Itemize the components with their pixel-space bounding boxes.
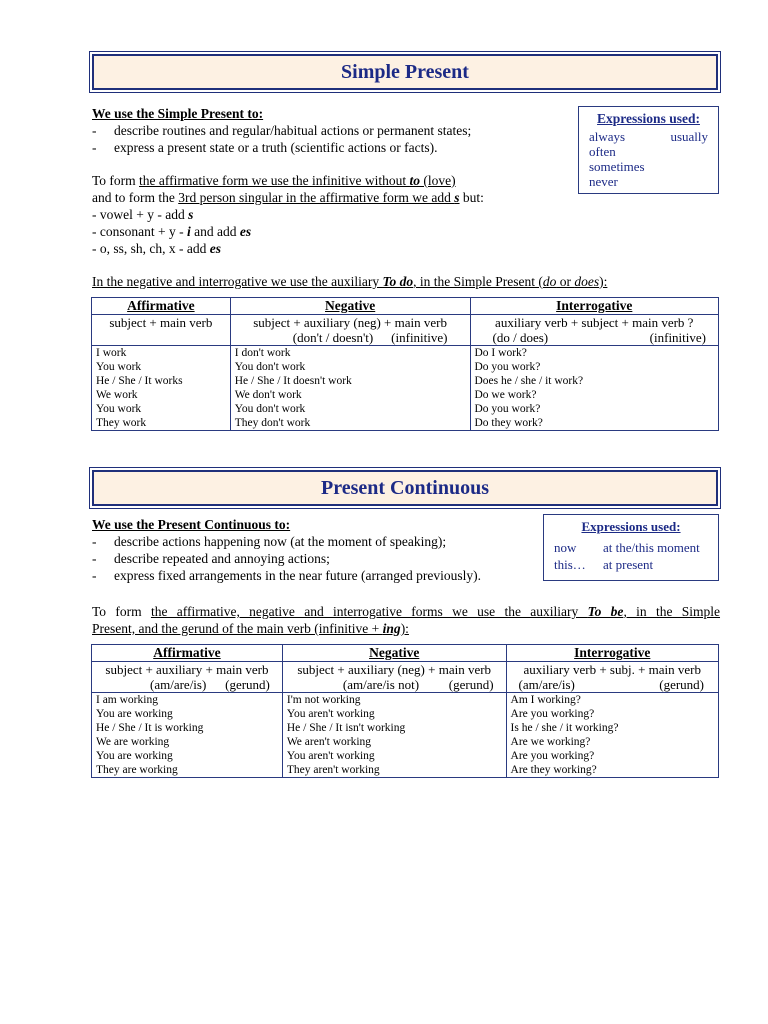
list-item: Are you working? bbox=[510, 708, 595, 720]
header-negative: Negative bbox=[230, 298, 470, 315]
present-continuous-use-item: - describe repeated and annoying actions; bbox=[92, 551, 330, 566]
header-affirmative: Affirmative bbox=[92, 645, 283, 662]
list-item: Am I working? bbox=[510, 694, 581, 706]
header-negative: Negative bbox=[282, 645, 506, 662]
affirmative-forms bbox=[92, 346, 231, 431]
formation-line-affirmative: To form the affirmative form we use the infinitive without to (love) bbox=[92, 173, 456, 188]
simple-present-expressions-box bbox=[578, 106, 719, 194]
list-item: He / She / It works bbox=[96, 375, 183, 387]
auxiliary-note: In the negative and interrogative we use the auxiliary To do, in the Simple Present (do or does): bbox=[92, 274, 608, 289]
present-continuous-expressions-box bbox=[543, 514, 719, 581]
formation-line-third-person: and to form the 3rd person singular in the affirmative form we add s but: bbox=[92, 190, 484, 205]
expression-item: never bbox=[589, 174, 618, 189]
list-item: Are you working? bbox=[510, 750, 595, 762]
list-item: Is he / she / it working? bbox=[510, 722, 619, 734]
list-item: You don't work bbox=[234, 361, 306, 373]
formula-interrogative: auxiliary verb + subj. + main verb (am/are/is) (gerund) bbox=[506, 662, 718, 693]
present-continuous-title: Present Continuous bbox=[92, 470, 718, 506]
present-continuous-uses bbox=[92, 516, 542, 584]
list-item: Do we work? bbox=[474, 389, 537, 401]
simple-present-title-box bbox=[89, 51, 721, 93]
list-item: Are they working? bbox=[510, 764, 597, 776]
expression-item: usually bbox=[670, 129, 708, 144]
simple-present-uses bbox=[92, 105, 572, 156]
header-interrogative: Interrogative bbox=[470, 298, 719, 315]
list-item: You work bbox=[96, 403, 142, 415]
expression-item: now bbox=[554, 540, 577, 555]
list-item: Do you work? bbox=[474, 361, 541, 373]
formula-affirmative: subject + main verb bbox=[92, 315, 231, 346]
negative-forms bbox=[282, 693, 506, 778]
list-item: We work bbox=[96, 389, 138, 401]
expressions-title: Expressions used: bbox=[597, 111, 700, 126]
spelling-rule-3: - o, ss, sh, ch, x - add es bbox=[92, 241, 221, 256]
list-item: I don't work bbox=[234, 347, 291, 359]
expression-item: always bbox=[589, 129, 626, 144]
list-item: They aren't working bbox=[286, 764, 380, 776]
expression-item: often bbox=[589, 144, 616, 159]
present-continuous-table bbox=[91, 644, 719, 778]
list-item: They work bbox=[96, 417, 147, 429]
list-item: He / She / It is working bbox=[96, 722, 204, 734]
negative-forms bbox=[230, 346, 470, 431]
header-interrogative: Interrogative bbox=[506, 645, 718, 662]
list-item: You don't work bbox=[234, 403, 306, 415]
list-item: We don't work bbox=[234, 389, 302, 401]
list-item: Does he / she / it work? bbox=[474, 375, 584, 387]
simple-present-use-item: - describe routines and regular/habitual actions or permanent states; bbox=[92, 123, 472, 138]
list-item: I'm not working bbox=[286, 694, 361, 706]
simple-present-use-item: - express a present state or a truth (scientific actions or facts). bbox=[92, 140, 438, 155]
list-item: We are working bbox=[96, 736, 170, 748]
expression-item: at the/this moment bbox=[603, 540, 700, 555]
list-item: You are working bbox=[96, 708, 173, 720]
spelling-rule-2: - consonant + y - i and add es bbox=[92, 224, 252, 239]
list-item: Do they work? bbox=[474, 417, 543, 429]
present-continuous-use-item: - describe actions happening now (at the moment of speaking); bbox=[92, 534, 447, 549]
list-item: You are working bbox=[96, 750, 173, 762]
formula-negative: subject + auxiliary (neg) + main verb (am/are/is not) (gerund) bbox=[282, 662, 506, 693]
formation-line-1: To form the affirmative, negative and interrogative forms we use the auxiliary To be, in the Simple bbox=[92, 604, 721, 619]
list-item: You work bbox=[96, 361, 142, 373]
simple-present-table bbox=[91, 297, 719, 431]
list-item: He / She / It isn't working bbox=[286, 722, 406, 734]
formula-negative: subject + auxiliary (neg) + main verb (don't / doesn't) (infinitive) bbox=[230, 315, 470, 346]
expression-item: sometimes bbox=[589, 159, 645, 174]
formation-line-2: Present, and the gerund of the main verb (infinitive + ing): bbox=[92, 621, 409, 636]
present-continuous-formation bbox=[92, 603, 720, 637]
affirmative-forms bbox=[92, 693, 283, 778]
list-item: We aren't working bbox=[286, 736, 372, 748]
header-affirmative: Affirmative bbox=[92, 298, 231, 315]
list-item: You aren't working bbox=[286, 750, 375, 762]
spelling-rule-1: - vowel + y - add s bbox=[92, 207, 194, 222]
list-item: They are working bbox=[96, 764, 178, 776]
present-continuous-use-item: - express fixed arrangements in the near future (arranged previously). bbox=[92, 568, 481, 583]
expression-item: at present bbox=[603, 557, 654, 572]
interrogative-forms bbox=[470, 346, 719, 431]
list-item: You aren't working bbox=[286, 708, 375, 720]
list-item: Do you work? bbox=[474, 403, 541, 415]
list-item: I work bbox=[96, 347, 127, 359]
present-continuous-title-box bbox=[89, 467, 721, 509]
simple-present-use-heading: We use the Simple Present to: bbox=[92, 106, 264, 121]
expression-item: this… bbox=[554, 557, 586, 572]
list-item: Do I work? bbox=[474, 347, 527, 359]
list-item: He / She / It doesn't work bbox=[234, 375, 352, 387]
list-item: They don't work bbox=[234, 417, 311, 429]
formula-interrogative: auxiliary verb + subject + main verb ? (do / does) (infinitive) bbox=[470, 315, 719, 346]
interrogative-forms bbox=[506, 693, 718, 778]
list-item: I am working bbox=[96, 694, 158, 706]
simple-present-title: Simple Present bbox=[92, 54, 718, 90]
expressions-title: Expressions used: bbox=[581, 519, 681, 534]
formula-affirmative: subject + auxiliary + main verb (am/are/is) (gerund) bbox=[92, 662, 283, 693]
list-item: Are we working? bbox=[510, 736, 591, 748]
simple-present-formation bbox=[92, 172, 562, 257]
present-continuous-use-heading: We use the Present Continuous to: bbox=[92, 517, 291, 532]
